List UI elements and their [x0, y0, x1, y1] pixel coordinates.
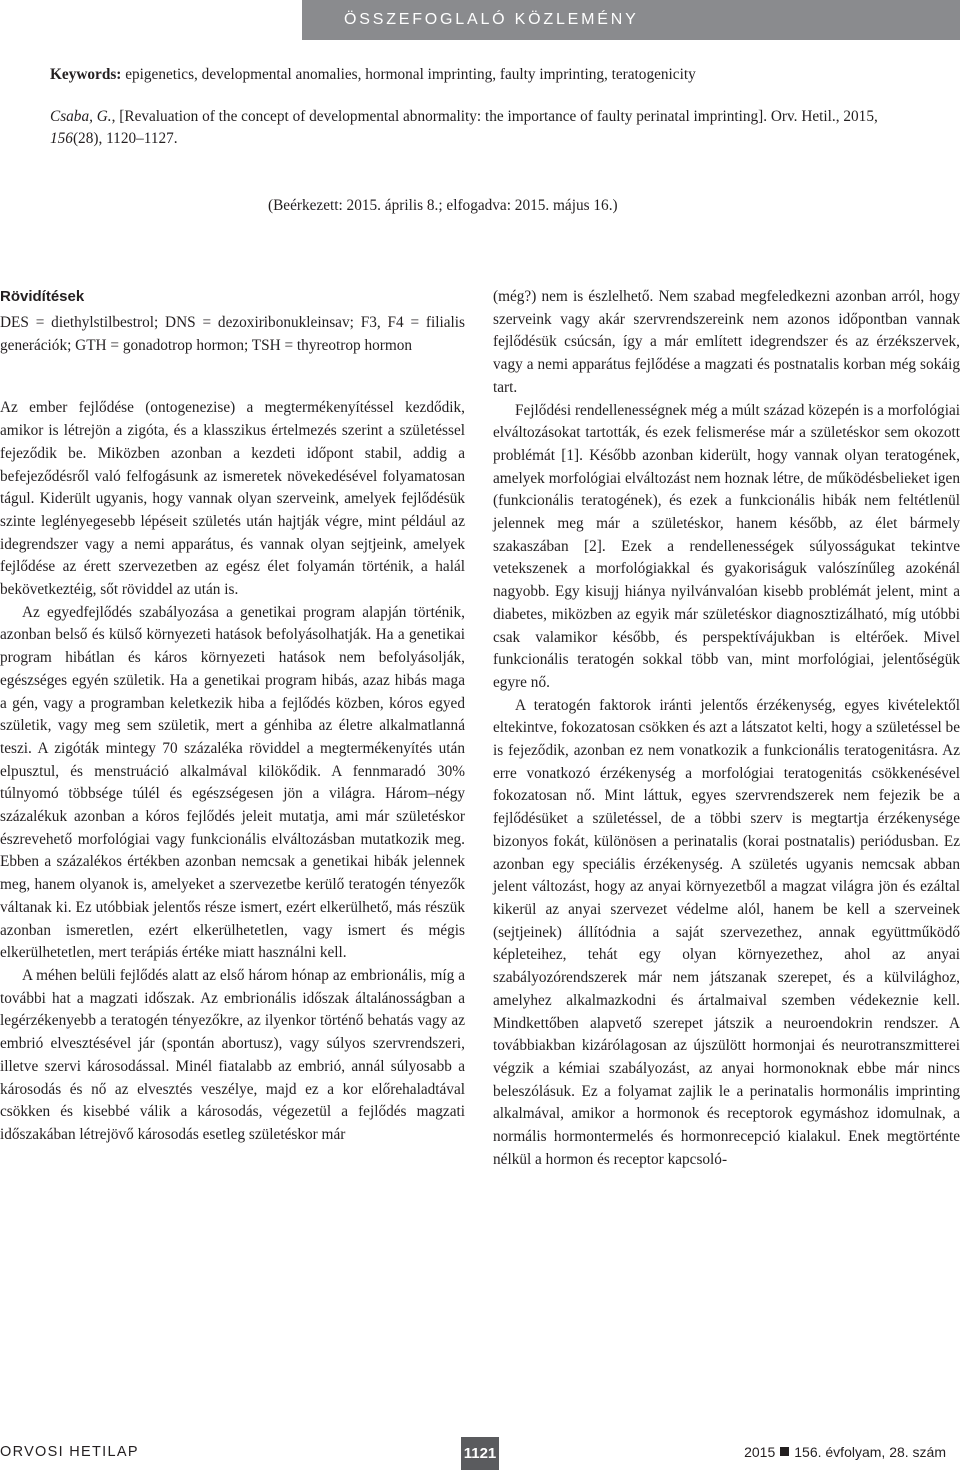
keywords-label: Keywords: — [50, 66, 122, 83]
footer-volume-issue: 156. évfolyam, 28. szám — [794, 1444, 946, 1460]
body-paragraph: (még?) nem is észlelhető. Nem szabad megfeledkezni azonban arról, hogy szerveink vagy akár szervrendszereink nem azonos időpontban vannak fejlődésük csúcsán, így a már említett idegrendszer és az érzékszervek, vagy a nemi apparátus fejlődése a magzati és postnatalis korban még sokáig tart. — [493, 288, 960, 396]
square-bullet-icon — [780, 1447, 789, 1456]
citation — [50, 106, 930, 150]
received-dates: (Beérkezett: 2015. április 8.; elfogadva: 2015. május 16.) — [268, 197, 618, 214]
body-paragraph: Az egyedfejlődés szabályozása a genetikai program alapján történik, azonban belső és külső környezeti hatások befolyásolhatják. Ha a genetikai program hibátlan és káros környezeti hatások nem befolyásolják, egészséges egyén születik. Ha a genetikai program hibás, azaz hibás maga a gén, vagy a programban keletkezik hiba a fejlődés közben, kóros egyed születik, vagy meg sem születik, mert a génhiba az életre alkalmatlanná teszi. A zigóták mintegy 70 százaléka röviddel a megtermékenyítés után elpusztul, és menstruáció alkalmával kilökődik. A fennmaradó 30% túlnyomó többsége túlél és egészségesen jön a világra. Három–négy százalékuk azonban a kóros fejlődés jeleit mutatja, ami már születéskor észrevehető morfológiai vagy funkcionális elváltozásban mutatkozik meg. Ebben a százalékos értékben azonban nemcsak a genetikai hibák jelennek meg, hanem olyanok is, amelyeket a szervezetbe kerülő teratogén tényezők váltanak ki. Ez utóbbiak jelentős része ismert, ezért elkerülhető, más részük azonban ismeretlen, ezért elkerülhetetlen, vagy ismert és mégis elkerülhetetlen, mert terápiás értéke miatt használni kell. — [0, 603, 465, 962]
body-paragraph: A méhen belüli fejlődés alatt az első három hónap az embrionális, míg a további hat a magzati időszak. Az embrionális időszak általánosságban a legérzékenyebb a teratogén tényezőkre, az ilyenkor történő behatás vagy az embrió elvesztésével jár (spontán abortusz), vagy súlyos szervrendszeri, illetve szervi károsodással. Minél fiatalabb az embrió, annál súlyosabb a károsodás és nő az elvesztés veszélye, majd ez a kor előrehaladtával csökken és kisebbé válik a károsodás, végezetül a fejlődés magzati időszakában létrejövő károsodás esetleg születéskor már — [0, 966, 465, 1143]
right-column — [493, 286, 960, 1171]
keywords-text: epigenetics, developmental anomalies, hormonal imprinting, faulty imprinting, teratogenicity — [125, 66, 696, 83]
section-title: ÖSSZEFOGLALÓ KÖZLEMÉNY — [344, 11, 639, 28]
body-paragraph: Az ember fejlődése (ontogenezise) a megtermékenyítéssel kezdődik, amikor is létrejön a zigóta, és a klasszikus értelmezés szerint a születéssel fejeződik be. Miközben azonban a kezdeti időpont stabil, addig a befejeződésről való felfogásunk az ismeretek növekedésével folyamatosan tágul. Kiderült ugyanis, hogy vannak olyan szerveink, amelyek fejlődésük szinte leglényegesebb lépéseit születés után hajtják végre, mint például az idegrendszer vagy a nemi apparátus, és vannak olyan sejtjeink, amelyek fejlődése az érett szervezetben az egész élet folyamán történik, a halál bekövetkeztéig, sőt röviddel az után is. — [0, 399, 465, 599]
citation-author: Csaba, G. — [50, 108, 112, 125]
section-header-band — [302, 0, 960, 40]
citation-rest: (28), 1120–1127. — [72, 130, 178, 147]
abbreviations-title: Rövidítések — [0, 288, 85, 305]
left-column — [0, 286, 465, 1147]
keywords-line — [50, 64, 930, 86]
abbreviations-text: DES = diethylstilbestrol; DNS = dezoxiribonukleinsav; F3, F4 = filialis generációk; GTH = gonadotrop hormon; TSH = thyreotrop hormon — [0, 314, 465, 354]
footer-issue-info — [744, 1442, 946, 1462]
body-paragraph: A teratogén faktorok iránti jelentős érzékenység, egyes kivételektől eltekintve, fokozatosan csökken és azt a látszatot kelti, hogy a születéssel be is fejeződik, azonban ez nem vonatkozik a funkcionális teratogenitásra. Az erre vonatkozó érzékenység a morfológiai teratogenitás csökkenésével fokozatosan nő. Mint láttuk, egyes szervrendszerek nem fejezik be a fejlődésüket a születéssel, de a többi szerv is megtartja érzékenysége bizonyos fokát, különösen a perinatalis (korai postnatalis) periódusban. Ez azonban egy speciális érzékenység. A születés ugyanis nemcsak abban jelent változást, hogy az anyai környezetből a magzat világra jön és ezáltal kikerül az anyai szervezet védelme alól, hanem be kell a szerveinek (sejtjeinek) állítódnia a saját szervezethez, annak együttműködő képleteihez, tehát egy olyan környezethez, ahol az anyai szabályozórendszerek már nem játszanak szerepet, és a külvilághoz, amelyhez alkalmazkodni és ártalmaival szemben védekeznie kell. Mindkettőben alapvető szerepet játszik a neuroendokrin rendszer. A továbbiakban kizárólagosan az újszülött hormonjai és neurotranszmitterei végzik a kémiai szabályozást, az anyai hormonoknak ebbe már nincs beleszólásuk. Ez a folyamat zajlik le a perinatalis hormonális imprinting alkalmával, amikor a hormonok és receptorok egymáshoz idomulnak, a normális hormontermelés és hormonrecepció kialakul. Enek megtörténte nélkül a hormon és receptor kapcsoló- — [493, 696, 960, 1168]
citation-volume: 156 — [50, 130, 73, 147]
footer-journal-name: ORVOSI HETILAP — [0, 1444, 139, 1460]
page-number: 1121 — [461, 1437, 499, 1470]
footer-year: 2015 — [744, 1444, 776, 1460]
body-paragraph: Fejlődési rendellenességnek még a múlt század közepén is a morfológiai elváltozásokat tartották, és ezek felismerése már a születéskor sem okozott problémát [1]. Később azonban kiderült, hogy vannak olyan teratogének, amelyek morfológiai elváltozást nem hoznak létre, de működésbelieket igen (funkcionális teratogének), és ezek a funkcionális hibák nem feltétlenül jelennek meg már a születéskor, hanem később, az élet bármely szakaszában [2]. Ezek a rendellenességek súlyosságukat tekintve vetekszenek a morfológiakkal és gyakoriságuk valószínűleg azokénál nagyobb. Egy kisujj hiánya nyilvánvalóan kisebb problémát jelent, mint a diabetes, miközben az egyik már születéskor diagnosztizálható, míg utóbbi csak valamikor később, és perspektívájukban is eltérőek. Mivel funkcionális teratogén sokkal több van, mint morfológiai, jelentőségük egyre nő. — [493, 401, 960, 691]
citation-title: , [Revaluation of the concept of developmental abnormality: the importance of faulty perinatal imprinting]. Orv. Hetil., 2015, — [111, 108, 878, 125]
